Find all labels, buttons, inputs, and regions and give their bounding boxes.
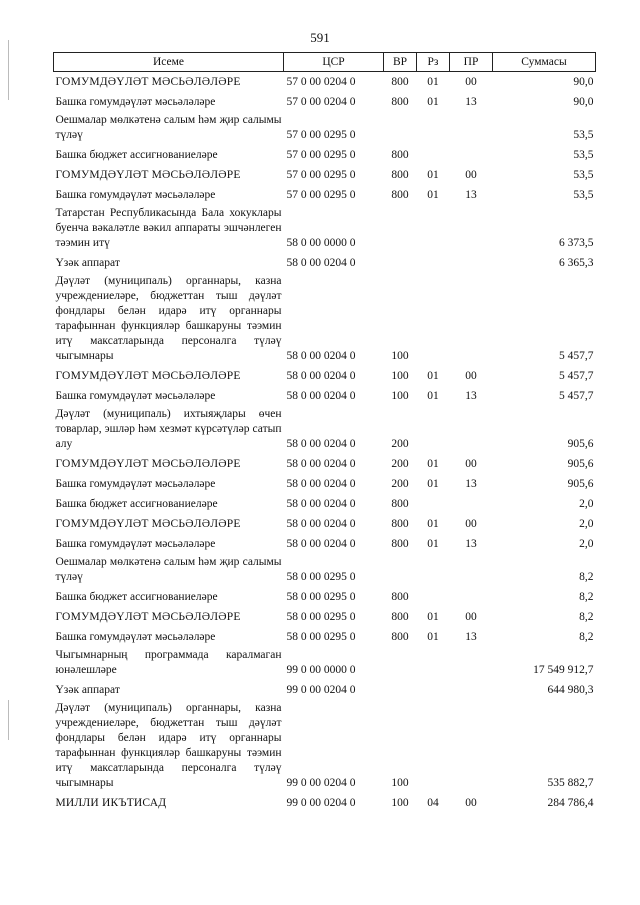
cell-name: Башка гомумдәүләт мәсьәләләре (55, 631, 216, 643)
cell-sum: 6 365,3 (559, 257, 594, 269)
cell-pr: 00 (465, 76, 477, 88)
cell-vr: 100 (391, 350, 409, 362)
cell-vr (384, 205, 417, 253)
cell-pr (450, 112, 493, 145)
cell-vr: 800 (391, 189, 409, 201)
cell-name: Үзәк аппарат (55, 257, 120, 269)
cell-vr (384, 253, 417, 273)
cell-rz: 01 (427, 478, 439, 490)
cell-pr: 00 (465, 370, 477, 382)
cell-sum: 5 457,7 (559, 370, 594, 382)
cell-csr: 58 0 00 0295 0 (286, 631, 356, 643)
table-row (54, 386, 596, 406)
table-row (54, 253, 596, 273)
cell-csr: 58 0 00 0295 0 (286, 611, 356, 623)
cell-sum: 53,5 (573, 129, 594, 141)
cell-csr: 57 0 00 0295 0 (286, 189, 356, 201)
cell-sum: 535 882,7 (547, 777, 594, 789)
cell-sum: 53,5 (573, 189, 594, 201)
cell-sum: 53,5 (573, 169, 594, 181)
header-rz: Рз (417, 53, 450, 72)
cell-csr: 57 0 00 0295 0 (286, 149, 356, 161)
cell-sum: 905,6 (567, 438, 594, 450)
table-row (54, 145, 596, 165)
table-row (54, 366, 596, 386)
cell-csr: 58 0 00 0204 0 (286, 390, 356, 402)
cell-sum: 17 549 912,7 (533, 664, 594, 676)
cell-vr: 800 (391, 611, 409, 623)
table-row (54, 607, 596, 627)
scan-margin-mark (8, 700, 9, 740)
cell-sum: 905,6 (567, 478, 594, 490)
cell-vr (384, 554, 417, 587)
cell-csr: 57 0 00 0295 0 (286, 129, 356, 141)
cell-name: Башка гомумдәүләт мәсьәләләре (55, 189, 216, 201)
cell-rz (417, 680, 450, 700)
cell-pr: 00 (465, 458, 477, 470)
cell-name: Башка гомумдәүләт мәсьәләләре (55, 478, 216, 490)
cell-rz: 01 (427, 370, 439, 382)
cell-csr: 58 0 00 0295 0 (286, 591, 356, 603)
cell-name: ГОМУМДӘҮЛӘТ МӘСЬӘЛӘЛӘРЕ (55, 611, 241, 623)
cell-pr (450, 406, 493, 454)
cell-sum: 2,0 (579, 498, 594, 510)
cell-pr (450, 554, 493, 587)
table-row (54, 112, 596, 145)
cell-sum: 90,0 (573, 76, 594, 88)
table-row (54, 92, 596, 112)
cell-pr: 00 (465, 518, 477, 530)
cell-pr (450, 494, 493, 514)
cell-rz: 01 (427, 518, 439, 530)
cell-vr: 100 (391, 390, 409, 402)
table-body (54, 72, 596, 814)
table-row (54, 554, 596, 587)
cell-pr: 13 (465, 631, 477, 643)
cell-rz: 04 (427, 797, 439, 809)
cell-vr: 100 (391, 370, 409, 382)
table-row (54, 454, 596, 474)
cell-csr: 58 0 00 0000 0 (286, 237, 356, 249)
cell-name: Чыгымнарның программада каралмаган юнәлешләре (55, 649, 282, 676)
cell-csr: 99 0 00 0204 0 (286, 777, 356, 789)
cell-vr (384, 680, 417, 700)
cell-sum: 2,0 (579, 518, 594, 530)
cell-csr: 58 0 00 0204 0 (286, 458, 356, 470)
cell-vr: 200 (391, 478, 409, 490)
cell-rz: 01 (427, 189, 439, 201)
cell-name: Башка бюджет ассигнованиеләре (55, 149, 218, 161)
cell-name: ГОМУМДӘҮЛӘТ МӘСЬӘЛӘЛӘРЕ (55, 370, 241, 382)
cell-vr (384, 647, 417, 680)
cell-pr (450, 680, 493, 700)
cell-pr: 13 (465, 478, 477, 490)
cell-pr (450, 205, 493, 253)
cell-sum: 90,0 (573, 96, 594, 108)
cell-sum: 8,2 (579, 571, 594, 583)
cell-pr (450, 700, 493, 793)
cell-pr: 13 (465, 390, 477, 402)
cell-csr: 99 0 00 0204 0 (286, 797, 356, 809)
cell-sum: 8,2 (579, 611, 594, 623)
cell-rz (417, 647, 450, 680)
cell-vr: 800 (391, 76, 409, 88)
cell-vr: 800 (391, 591, 409, 603)
cell-vr: 800 (391, 538, 409, 550)
cell-csr: 58 0 00 0204 0 (286, 498, 356, 510)
cell-rz: 01 (427, 76, 439, 88)
cell-rz (417, 253, 450, 273)
cell-vr: 200 (391, 458, 409, 470)
cell-csr: 99 0 00 0000 0 (286, 664, 356, 676)
cell-csr: 58 0 00 0204 0 (286, 370, 356, 382)
cell-vr: 800 (391, 149, 409, 161)
cell-pr (450, 273, 493, 366)
cell-name: ГОМУМДӘҮЛӘТ МӘСЬӘЛӘЛӘРЕ (55, 458, 241, 470)
cell-csr: 57 0 00 0204 0 (286, 96, 356, 108)
cell-sum: 8,2 (579, 631, 594, 643)
cell-pr (450, 647, 493, 680)
table-row (54, 165, 596, 185)
cell-pr: 13 (465, 538, 477, 550)
header-sum: Суммасы (493, 53, 596, 72)
header-pr: ПР (450, 53, 493, 72)
cell-name: Дәүләт (муниципаль) органнары, казна учреждениеләре, бюджеттан тыш дәүләт фондлары белән идарә итү органнары тарафыннан функцияләр башкаруны тәэмин итү максатларында персоналга түләү чыгымнары (55, 275, 282, 362)
cell-csr: 99 0 00 0204 0 (286, 684, 356, 696)
header-vr: ВР (384, 53, 417, 72)
cell-rz (417, 205, 450, 253)
table-row (54, 494, 596, 514)
cell-pr: 00 (465, 797, 477, 809)
table-row (54, 185, 596, 205)
cell-vr: 100 (391, 797, 409, 809)
page-number: 591 (310, 30, 330, 45)
cell-name: Башка гомумдәүләт мәсьәләләре (55, 390, 216, 402)
cell-csr: 58 0 00 0204 0 (286, 518, 356, 530)
cell-pr: 00 (465, 611, 477, 623)
cell-name: Башка бюджет ассигнованиеләре (55, 498, 218, 510)
table-row (54, 700, 596, 793)
cell-rz: 01 (427, 611, 439, 623)
cell-rz (417, 554, 450, 587)
cell-sum: 6 373,5 (559, 237, 594, 249)
table-row (54, 273, 596, 366)
cell-name: Башка бюджет ассигнованиеләре (55, 591, 218, 603)
cell-rz (417, 273, 450, 366)
cell-pr (450, 587, 493, 607)
cell-rz (417, 700, 450, 793)
cell-pr: 00 (465, 169, 477, 181)
cell-vr: 800 (391, 498, 409, 510)
cell-name: Оешмалар мөлкәтенә салым һәм җир салымы түләү (55, 114, 282, 141)
cell-pr (450, 145, 493, 165)
cell-name: Үзәк аппарат (55, 684, 120, 696)
table-row (54, 474, 596, 494)
cell-vr: 200 (391, 438, 409, 450)
cell-sum: 644 980,3 (547, 684, 594, 696)
cell-rz: 01 (427, 169, 439, 181)
cell-rz (417, 494, 450, 514)
cell-name: Оешмалар мөлкәтенә салым һәм җир салымы түләү (55, 556, 282, 583)
cell-name: ГОМУМДӘҮЛӘТ МӘСЬӘЛӘЛӘРЕ (55, 169, 241, 181)
cell-vr: 800 (391, 96, 409, 108)
cell-vr: 800 (391, 518, 409, 530)
cell-name: Татарстан Республикасында Бала хокуклары буенча вәкаләтле вәкил аппараты эшчәнлеген тәэмин итү (55, 207, 282, 249)
cell-name: ГОМУМДӘҮЛӘТ МӘСЬӘЛӘЛӘРЕ (55, 76, 241, 88)
cell-vr: 100 (391, 777, 409, 789)
cell-rz: 01 (427, 631, 439, 643)
table-row (54, 514, 596, 534)
cell-csr: 58 0 00 0204 0 (286, 538, 356, 550)
table-row (54, 587, 596, 607)
table-row (54, 534, 596, 554)
table-row (54, 406, 596, 454)
cell-rz (417, 112, 450, 145)
cell-csr: 58 0 00 0295 0 (286, 571, 356, 583)
table-row (54, 205, 596, 253)
cell-sum: 905,6 (567, 458, 594, 470)
budget-table (53, 52, 596, 813)
cell-csr: 57 0 00 0204 0 (286, 76, 356, 88)
cell-sum: 2,0 (579, 538, 594, 550)
cell-sum: 8,2 (579, 591, 594, 603)
cell-pr (450, 253, 493, 273)
cell-pr: 13 (465, 96, 477, 108)
cell-name: Башка гомумдәүләт мәсьәләләре (55, 538, 216, 550)
table-row (54, 647, 596, 680)
cell-pr: 13 (465, 189, 477, 201)
cell-rz: 01 (427, 390, 439, 402)
cell-rz: 01 (427, 538, 439, 550)
header-name: Исеме (54, 53, 284, 72)
cell-sum: 284 786,4 (547, 797, 594, 809)
cell-sum: 5 457,7 (559, 390, 594, 402)
table-row (54, 72, 596, 93)
cell-name: ГОМУМДӘҮЛӘТ МӘСЬӘЛӘЛӘРЕ (55, 518, 241, 530)
table-header (54, 53, 596, 72)
cell-rz (417, 145, 450, 165)
header-csr: ЦСР (284, 53, 384, 72)
cell-vr (384, 112, 417, 145)
cell-rz: 01 (427, 96, 439, 108)
scan-margin-mark (8, 40, 9, 100)
cell-csr: 58 0 00 0204 0 (286, 257, 356, 269)
cell-vr: 800 (391, 631, 409, 643)
cell-sum: 53,5 (573, 149, 594, 161)
cell-name: МИЛЛИ ИКЪТИСАД (55, 797, 167, 809)
cell-vr: 800 (391, 169, 409, 181)
cell-name: Дәүләт (муниципаль) органнары, казна учреждениеләре, бюджеттан тыш дәүләт фондлары белән идарә итү органнары тарафыннан функцияләр башкаруны тәэмин итү максатларында персоналга түләү чыгымнары (55, 702, 282, 789)
cell-csr: 57 0 00 0295 0 (286, 169, 356, 181)
table-row (54, 627, 596, 647)
cell-csr: 58 0 00 0204 0 (286, 438, 356, 450)
cell-rz (417, 587, 450, 607)
cell-rz (417, 406, 450, 454)
cell-rz: 01 (427, 458, 439, 470)
cell-csr: 58 0 00 0204 0 (286, 478, 356, 490)
cell-name: Дәүләт (муниципаль) ихтыяҗлары өчен товарлар, эшләр һәм хезмәт күрсәтүләр сатып алу (55, 408, 282, 450)
table-row (54, 793, 596, 813)
table-row (54, 680, 596, 700)
cell-name: Башка гомумдәүләт мәсьәләләре (55, 96, 216, 108)
cell-sum: 5 457,7 (559, 350, 594, 362)
cell-csr: 58 0 00 0204 0 (286, 350, 356, 362)
